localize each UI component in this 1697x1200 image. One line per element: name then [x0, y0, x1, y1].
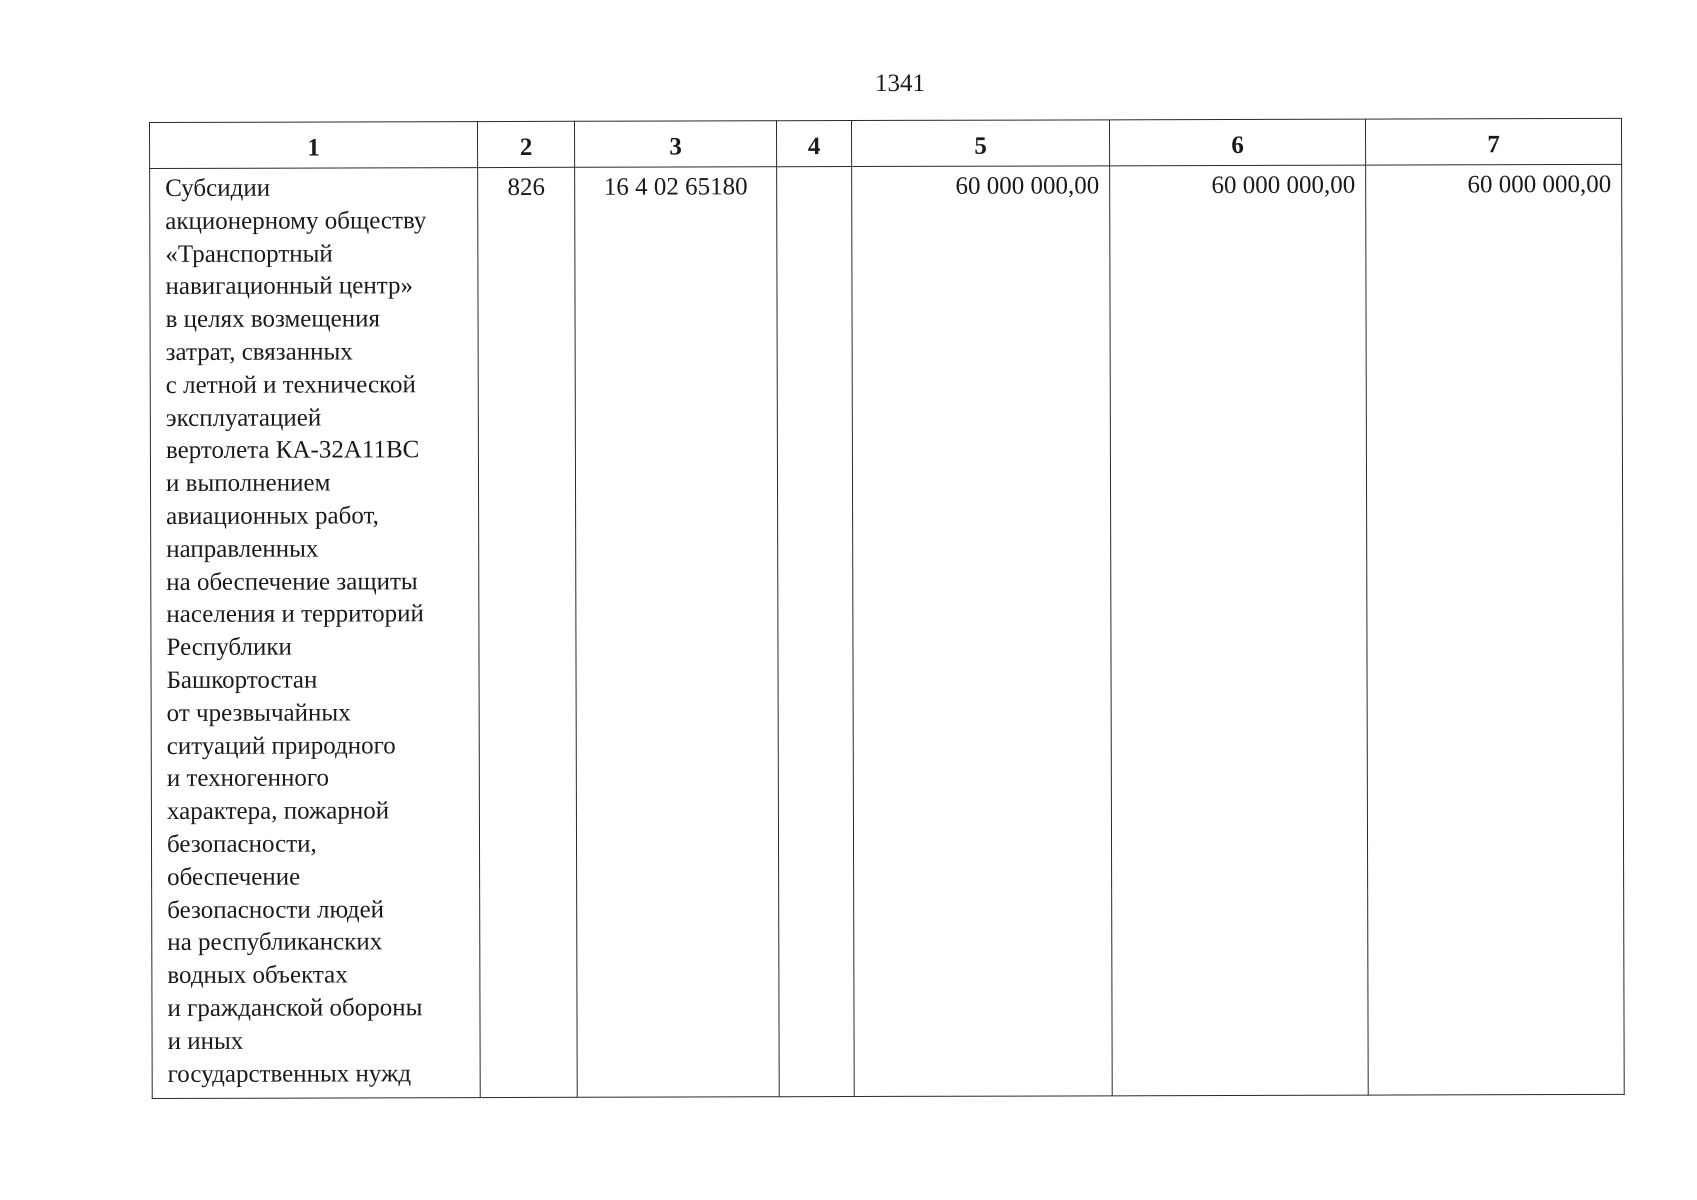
description-line: от чрезвычайных — [166, 699, 351, 727]
description-line: водных объектах — [167, 961, 348, 990]
description-line: на республиканских — [167, 928, 383, 957]
description-line: безопасности людей — [167, 895, 385, 924]
description-line: Субсидии — [165, 174, 271, 202]
description-text — [165, 172, 476, 1091]
budget-table — [149, 118, 1625, 1099]
description-line: и техногенного — [166, 764, 329, 793]
cell-col-5: 60 000 000,00 — [852, 166, 1113, 1097]
header-col-7: 7 — [1365, 118, 1621, 165]
description-line: затрат, связанных — [165, 338, 353, 366]
cell-col-2: 826 — [478, 167, 578, 1097]
header-row — [150, 118, 1622, 168]
description-line: и иных — [167, 1027, 244, 1055]
header-col-3: 3 — [574, 121, 776, 168]
description-line: авиационных работ, — [166, 502, 379, 530]
description-line: ситуаций природного — [166, 731, 396, 760]
cell-col-3: 16 4 02 65180 — [575, 167, 780, 1098]
description-line: вертолета КА-32А11ВС — [165, 436, 420, 465]
description-line: акционерному обществу — [165, 207, 427, 235]
header-col-2: 2 — [478, 121, 575, 167]
description-line: государственных нужд — [167, 1059, 412, 1088]
description-line: безопасности, — [166, 830, 317, 858]
description-line: и выполнением — [165, 469, 331, 498]
description-line: «Транспортный — [165, 240, 333, 268]
header-col-5: 5 — [851, 120, 1109, 167]
description-line: Республики — [166, 633, 292, 662]
header-col-1: 1 — [150, 122, 478, 169]
description-line: направленных — [166, 535, 319, 563]
page-number: 1341 — [875, 70, 925, 97]
description-line: в целях возмещения — [165, 305, 381, 334]
description-line: на обеспечение защиты — [166, 567, 418, 596]
description-line: навигационный центр» — [165, 272, 414, 301]
header-col-4: 4 — [776, 121, 851, 167]
description-line: Башкортостан — [166, 666, 318, 694]
cell-col-4 — [777, 167, 855, 1097]
description-line: эксплуатацией — [165, 404, 322, 432]
header-col-6: 6 — [1109, 119, 1365, 166]
description-line: населения и территорий — [166, 600, 424, 629]
table-row — [150, 164, 1625, 1098]
description-line: обеспечение — [167, 863, 301, 891]
description-line: с летной и технической — [165, 371, 416, 399]
description-cell — [150, 168, 481, 1099]
description-line: характера, пожарной — [166, 797, 390, 826]
cell-col-6: 60 000 000,00 — [1110, 165, 1369, 1096]
description-line: и гражданской обороны — [167, 994, 423, 1022]
cell-col-7: 60 000 000,00 — [1366, 164, 1625, 1095]
